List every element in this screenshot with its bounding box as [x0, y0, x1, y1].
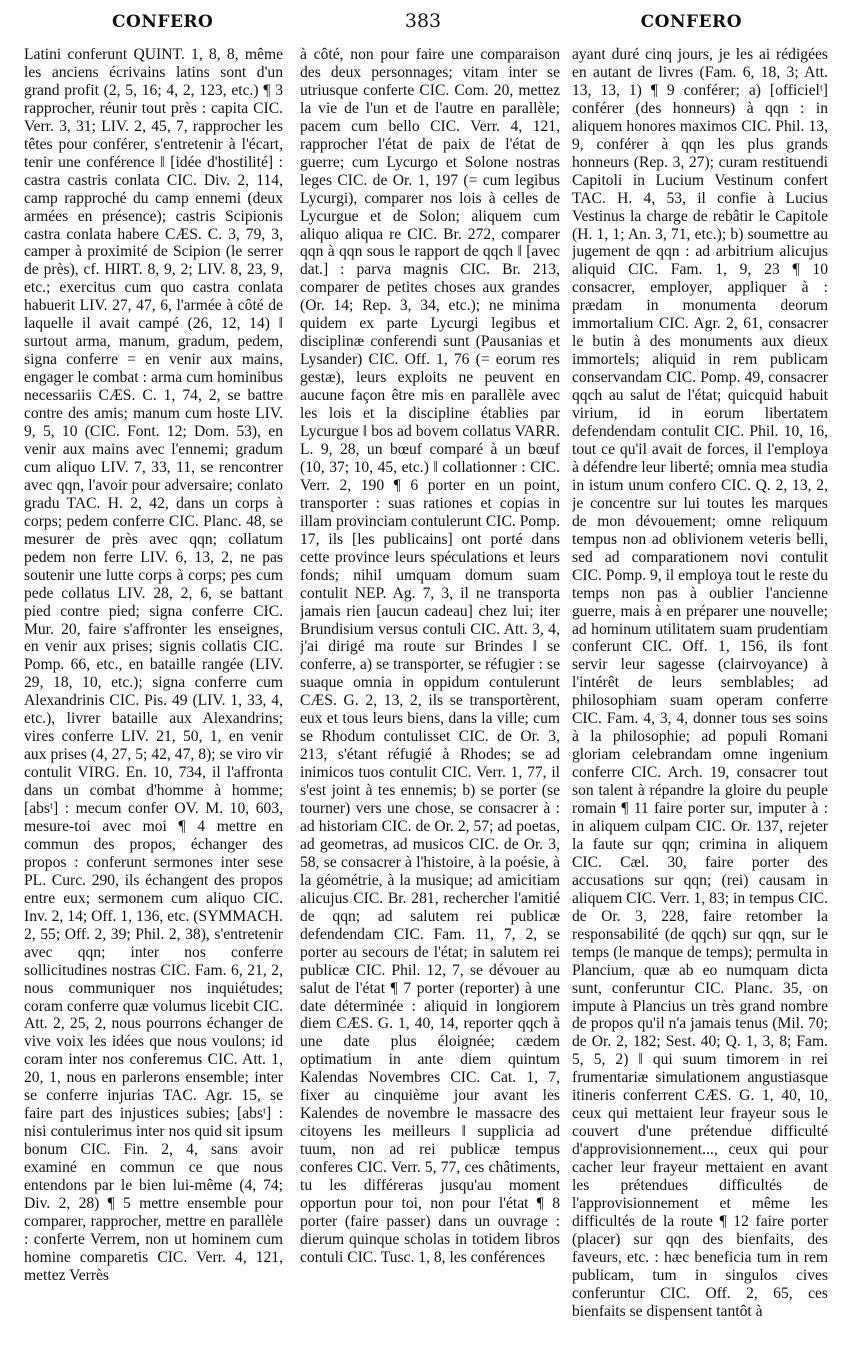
column-3-text: ayant duré cinq jours, je les ai rédigées en autant de livres (Fam. 6, 18, 3; Att. 13, 13, 1) ¶ 9 conférer; a) [officielᵗ] conférer (des honneurs) à qqn : in aliquem honores maximos CIC. Phil. 13, 9, conférer à qqn les plus grands honneurs (Rep. 3, 27); curam restituendi Capitoli in Lucium Vestinum confert TAC. H. 4, 53, il confie à Lucius Vestinus la charge de rebâtir le Capitole (H. 1, 1; An. 3, 71, etc.); b) soumettre au jugement de qqn : ad arbitrium alicujus aliquid CIC. Fam. 1, 9, 23 ¶ 10 consacrer, employer, appliquer à : prædam in monumenta deorum immortalium CIC. Agr. 2, 61, consacrer le butin à des monuments aux dieux immortels; aliquid in rem publicam conservandam CIC. Pomp. 49, consacrer qqch au salut de l'état; quicquid habuit virium, id in eorum libertatem defendendam contulit CIC. Phil. 10, 16, tout ce qu'il avait de forces, il l'employa à défendre leur liberté; omnia mea studia in istum unum confero CIC. Q. 2, 13, 2, je concentre sur lui toutes les marques de mon dévouement; omne reliquum tempus non ad oblivionem veteris belli, sed ad comparationem novi contulit CIC. Pomp. 9, il employa tout le reste du temps non pas à oublier l'ancienne guerre, mais à en préparer une nouvelle; ad hominum utilitatem suam prudentiam conferunt CIC. Off. 1, 156, ils font servir leur sagesse (clairvoyance) à l'intérêt de leurs semblables; ad philosophiam suam operam conferre CIC. Fam. 4, 3, 4, donner tous ses soins à la philosophie; ad populi Romani gloriam celebrandam omne ingenium conferre CIC. Arch. 19, consacrer tout son talent à répandre la gloire du peuple romain ¶ 11 faire porter sur, imputer à : in aliquem culpam CIC. Or. 137, rejeter la faute sur qqn; crimina in aliquem CIC. Cæl. 30, faire porter des accusations sur qqn; (rei) causam in aliquem CIC. Verr. 1, 83; in tempus CIC. de Or. 3, 228, faire retomber la responsabilité (de qqch) sur qqn, sur le temps (le manque de temps); permulta in Plancium, quæ ab eo numquam dicta sunt, conferuntur CIC. Planc. 35, on impute à Plancius un très grand nombre de propos qu'il n'a jamais tenus (Mil. 70; de Or. 2, 182; Sest. 40; Q. 1, 3, 8; Fam. 5, 5, 2) ‖ qui suum timorem in rei frumentariæ simulationem angustiasque itineris conferrent CÆS. G. 1, 40, 10, ceux qui mettaient leur frayeur sous le couvert d'une prétendue difficulté d'approvisionnement..., ceux qui pour cacher leur frayeur mettaient en avant les prétendues difficultés de l'approvisionnement et même les difficultés de la route ¶ 12 faire porter (placer) sur qqn des bienfaits, des faveurs, etc. : hæc beneficia tum in rem publicam, tum in singulos cives conferuntur CIC. Off. 2, 65, ces bienfaits se dispensent tantôt à [572, 46, 828, 1320]
column-2-text: à côté, non pour faire une comparaison des deux personnages; vitam inter se utriusque conferte CIC. Com. 20, mettez la vie de l'un et de l'autre en parallèle; pacem cum bello CIC. Verr. 4, 121, rapprocher l'état de paix de l'état de guerre; cum Lycurgo et Solone nostras leges CIC. de Or. 1, 197 (= cum legibus Lycurgi), comparer nos lois à celles de Lycurgue et de Solon; aliquem cum aliquo aliqua re CIC. Br. 272, comparer qqn à qqn sous le rapport de qqch ‖ [avec dat.] : parva magnis CIC. Br. 213, comparer de petites choses aux grandes (Or. 14; Rep. 3, 34, etc.); ne minima quidem ex parte Lycurgi legibus et disciplinæ conferendi sunt (Pausanias et Lysander) CIC. Off. 1, 76 (= eorum res gestæ), leurs exploits ne peuvent en aucune façon être mis en parallèle avec les lois et la discipline établies par Lycurgue ‖ bos ad bovem collatus VARR. L. 9, 28, un bœuf comparé à un bœuf (10, 37; 10, 45, etc.) ‖ collationner : CIC. Verr. 2, 190 ¶ 6 porter en un point, transporter : suas rationes et copias in illam provinciam contulerunt CIC. Pomp. 17, ils [les publicains] ont porté dans cette province leurs spéculations et leurs fonds; nihil umquam domum suam contulit NEP. Ag. 7, 3, il ne transporta jamais rien [aucun cadeau] chez lui; iter Brundisium versus contuli CIC. Att. 3, 4, j'ai dirigé ma route sur Brindes ‖ se conferre, a) se transporter, se réfugier : se suaque omnia in oppidum contulerunt CÆS. G. 2, 13, 2, ils se transportèrent, eux et tous leurs biens, dans la ville; cum se Rhodum contulisset CIC. de Or. 3, 213, s'étant réfugié à Rhodes; se ad inimicos tuos contulit CIC. Verr. 1, 77, il s'est joint à tes ennemis; b) se porter (se tourner) vers une chose, se consacrer à : ad historiam CIC. de Or. 2, 57; ad poetas, ad geometras, ad musicos CIC. de Or. 3, 58, se consacrer à l'histoire, à la poésie, à la géométrie, à la musique; ad amicitiam alicujus CIC. Br. 281, rechercher l'amitié de qqn; ad salutem rei publicæ defendendam CIC. Fam. 11, 7, 2, se porter au secours de l'état; in salutem rei publicæ CIC. Phil. 12, 7, se dévouer au salut de l'état ¶ 7 porter (reporter) à une date déterminée : aliquid in longiorem diem CÆS. G. 1, 40, 14, reporter qqch à une date plus éloignée; cædem optimatium in ante diem quintum Kalendas Novembres CIC. Cat. 1, 7, fixer au cinquième jour avant les Kalendes de novembre le massacre des citoyens les meilleurs ‖ supplicia ad tuum, non ad rei publicæ tempus conferes CIC. Verr. 5, 77, ces châtiments, tu les différeras jusqu'au moment opportun pour toi, non pour l'état ¶ 8 porter (faire passer) dans un ouvrage : dierum quinque scholas in totidem libros contuli CIC. Tusc. 1, 8, les conférences [300, 46, 560, 1266]
running-header [0, 8, 846, 38]
column-1-text: Latini conferunt QUINT. 1, 8, 8, même les anciens écrivains latins sont d'un grand profit (2, 5, 16; 4, 2, 123, etc.) ¶ 3 rapprocher, réunir tout près : capita CIC. Verr. 3, 31; LIV. 2, 45, 7, rapprocher les têtes pour conférer, s'entretenir à l'écart, tenir une conférence ‖ [idée d'hostilité] : castra castris conlata CIC. Div. 2, 114, camp rapproché du camp ennemi (deux armées en présence); castris Scipionis castra conlata habere CÆS. C. 3, 79, 3, camper à proximité de Scipion (le serrer de près), cf. HIRT. 8, 9, 2; LIV. 8, 23, 9, etc.; exercitus cum quo castra conlata habuerit LIV. 27, 47, 6, l'armée à côté de laquelle il avait campé (26, 12, 14) ‖ surtout arma, manum, gradum, pedem, signa conferre = en venir aux mains, engager le combat : arma cum hominibus necessariis CÆS. C. 1, 74, 2, se battre contre des amis; manum cum hoste LIV. 9, 5, 10 (CIC. Font. 12; Dom. 53), en venir aux mains avec l'ennemi; gradum cum aliquo LIV. 7, 33, 11, se rencontrer avec qqn, l'avoir pour adversaire; conlato gradu TAC. H. 2, 42, dans un corps à corps; pedem conferre CIC. Planc. 48, se mesurer de près avec qqn; collatum pedem non ferre LIV. 6, 13, 2, ne pas soutenir une lutte corps à corps; pes cum pede collatus LIV. 28, 2, 6, se battant pied contre pied; signa conferre CIC. Mur. 20, faire s'affronter les enseignes, en venir aux prises; signis collatis CIC. Pomp. 66, etc., en bataille rangée (LIV. 29, 18, 10, etc.); signa conferre cum Alexandrinis CIC. Pis. 49 (LIV. 1, 33, 4, etc.), livrer bataille aux Alexandrins; vires conferre LIV. 21, 50, 1, en venir aux prises (4, 27, 5; 42, 47, 8); se viro vir contulit VIRG. En. 10, 734, il l'affronta dans un combat d'homme à homme; [absᵗ] : mecum confer OV. M. 10, 603, mesure-toi avec moi ¶ 4 mettre en commun des propos, échanger des propos : conferunt sermones inter sese PL. Curc. 290, ils échangent des propos entre eux; sermonem cum aliquo CIC. Inv. 2, 14; Off. 1, 136, etc. (SYMMACH. 2, 55; Off. 2, 39; Phil. 2, 38), s'entretenir avec qqn; inter nos conferre sollicitudines nostras CIC. Fam. 6, 21, 2, nous communiquer nos inquiétudes; coram conferre quæ volumus licebit CIC. Att. 2, 25, 2, nous pourrons échanger de vive voix les idées que nous voulons; id coram inter nos conferemus CIC. Att. 1, 20, 1, nous en parlerons ensemble; inter se conferre injurias TAC. Agr. 15, se faire part des injustices subies; [absᵗ] : nisi contulerimus inter nos quid sit ipsum bonum CIC. Fin. 2, 4, sans avoir examiné en commun ce que nous entendons par le bien lui-même (4, 74; Div. 2, 28) ¶ 5 mettre ensemble pour comparer, rapprocher, mettre en parallèle : conferte Verrem, non ut hominem cum homine comparetis CIC. Verr. 4, 121, mettez Verrès [24, 46, 283, 1284]
left-headword: CONFERO [112, 12, 214, 32]
page-number: 383 [404, 10, 442, 32]
text-column-1 [24, 46, 283, 1344]
text-column-2 [300, 46, 560, 1344]
text-column-3 [572, 46, 828, 1344]
right-headword: CONFERO [640, 12, 742, 32]
